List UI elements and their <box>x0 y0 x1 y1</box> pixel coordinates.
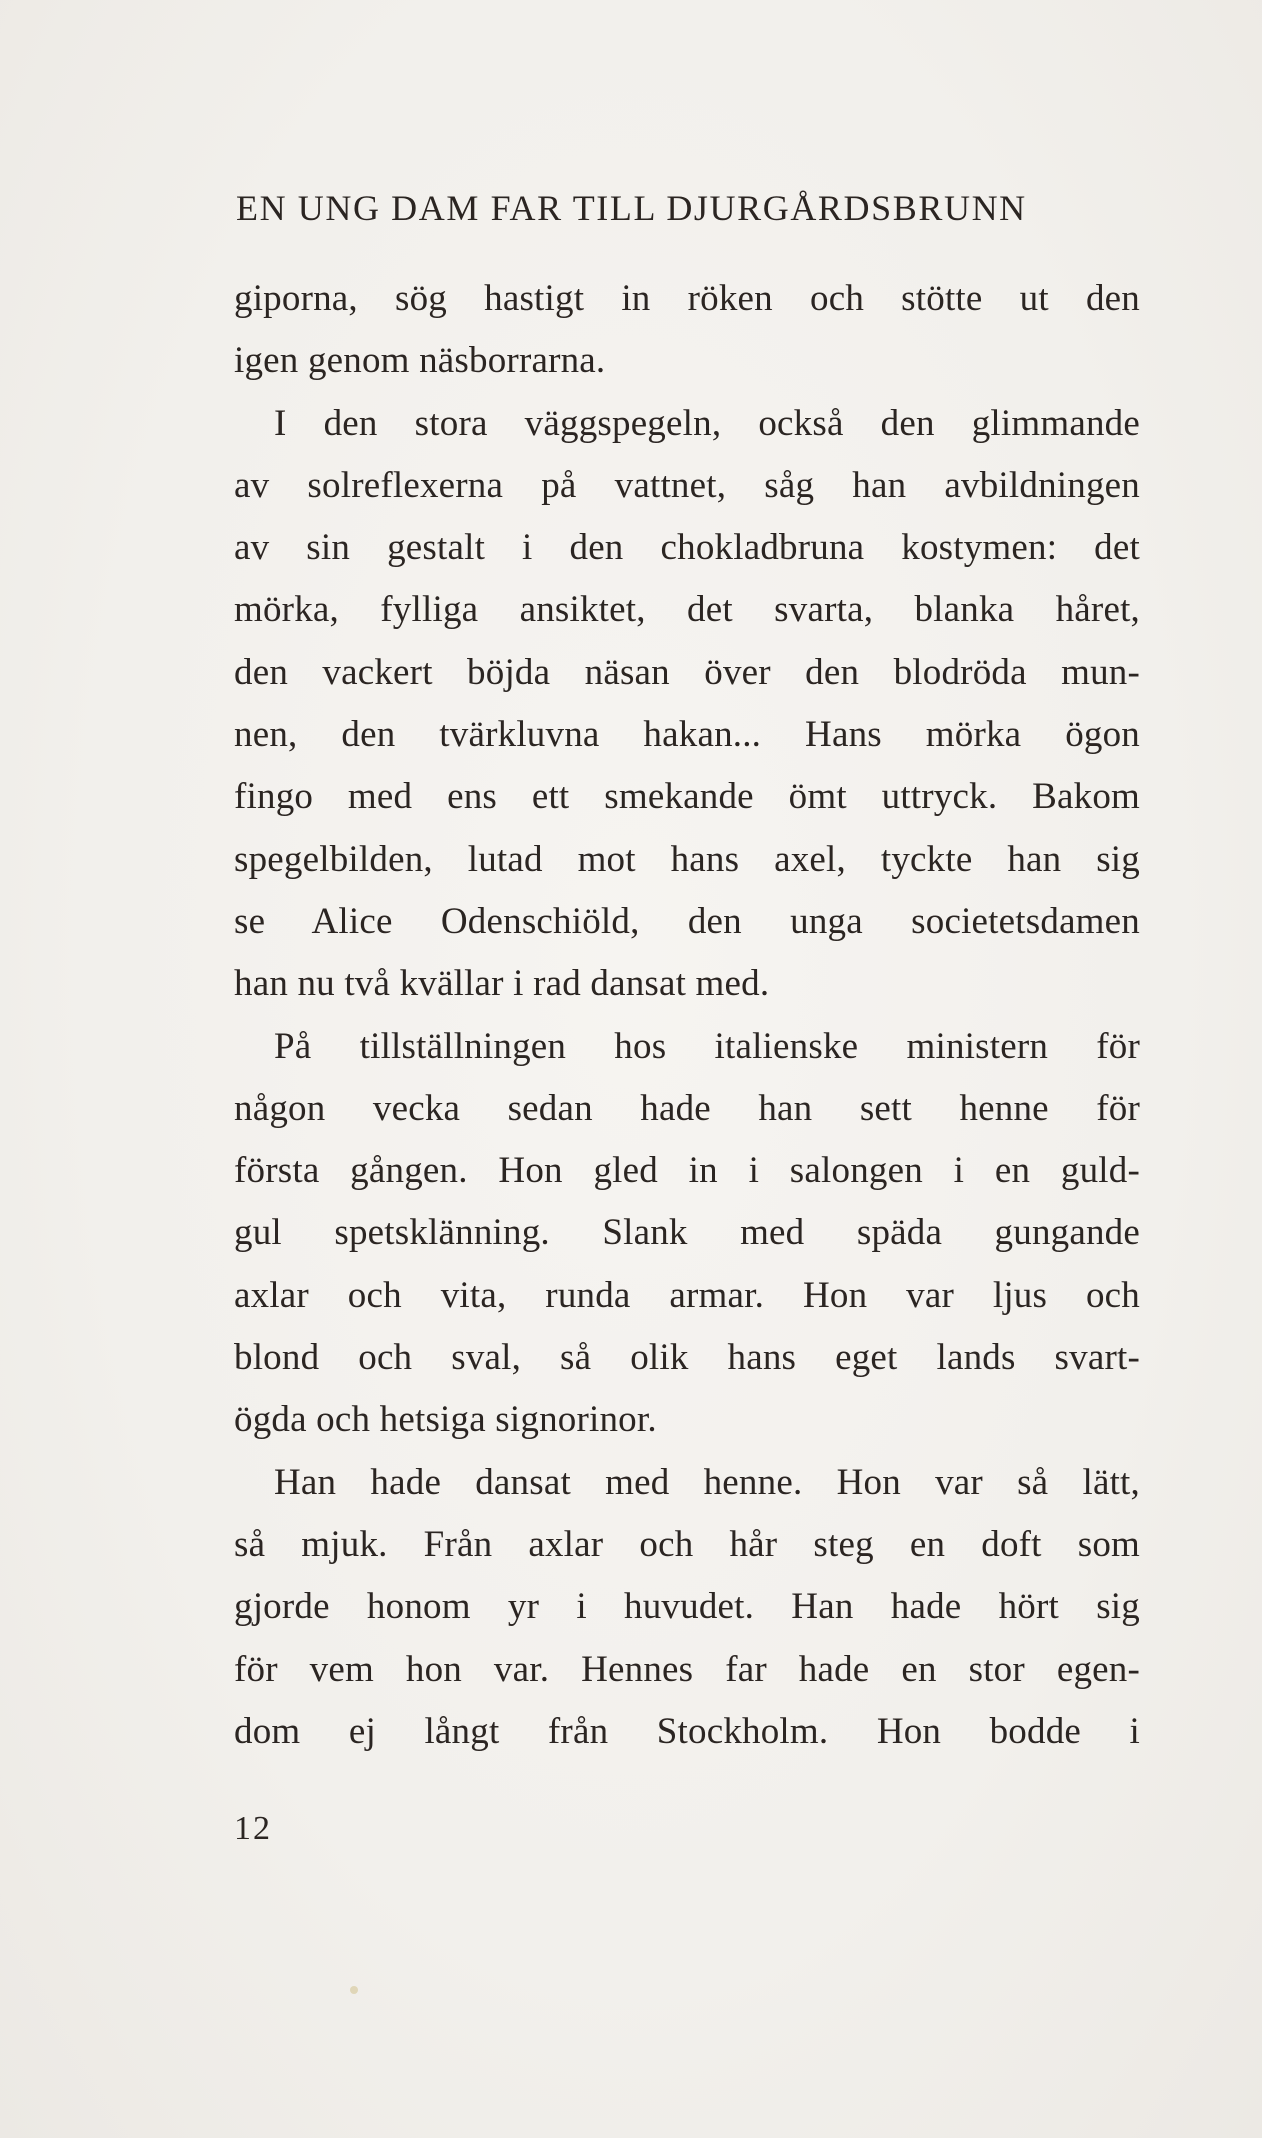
running-head: EN UNG DAM FAR TILL DJURGÅRDSBRUNN <box>236 188 1027 228</box>
paper-speck <box>350 1986 358 1994</box>
text-line: av solreflexerna på vattnet, såg han avbildningen <box>234 464 1140 506</box>
text-line: På tillställningen hos italienske ministern för <box>274 1025 1140 1067</box>
text-line: giporna, sög hastigt in röken och stötte ut den <box>234 278 1140 319</box>
text-line: för vem hon var. Hennes far hade en stor egen- <box>234 1648 1140 1690</box>
text-line: Han hade dansat med henne. Hon var så lätt, <box>274 1461 1140 1503</box>
text-line: fingo med ens ett smekande ömt uttryck. Bakom <box>234 776 1140 818</box>
text-line: axlar och vita, runda armar. Hon var ljus och <box>234 1274 1140 1316</box>
text-line: han nu två kvällar i rad dansat med. <box>234 963 770 1005</box>
page-number: 12 <box>234 1810 272 1847</box>
text-line: ögda och hetsiga signorinor. <box>234 1399 657 1441</box>
text-line: första gången. Hon gled in i salongen i en guld- <box>234 1150 1140 1192</box>
text-line: av sin gestalt i den chokladbruna kostymen: det <box>234 527 1140 569</box>
text-line: dom ej långt från Stockholm. Hon bodde i <box>234 1710 1140 1752</box>
text-line: blond och sval, så olik hans eget lands svart- <box>234 1337 1140 1379</box>
text-line: mörka, fylliga ansiktet, det svarta, blanka håret, <box>234 589 1140 631</box>
text-line: spegelbilden, lutad mot hans axel, tyckte han sig <box>234 838 1140 880</box>
text-line: någon vecka sedan hade han sett henne för <box>234 1087 1140 1129</box>
text-line: igen genom näsborrarna. <box>234 340 606 382</box>
text-line: så mjuk. Från axlar och hår steg en doft som <box>234 1523 1140 1565</box>
body-text <box>234 268 1140 1763</box>
text-line: gul spetsklänning. Slank med späda gungande <box>234 1212 1140 1254</box>
text-line: se Alice Odenschiöld, den unga societetsdamen <box>234 900 1140 942</box>
text-line: nen, den tvärkluvna hakan... Hans mörka ögon <box>234 714 1140 756</box>
text-line: den vackert böjda näsan över den blodröda mun- <box>234 651 1140 693</box>
text-line: gjorde honom yr i huvudet. Han hade hört sig <box>234 1586 1140 1628</box>
text-line: I den stora väggspegeln, också den glimmande <box>274 402 1140 444</box>
